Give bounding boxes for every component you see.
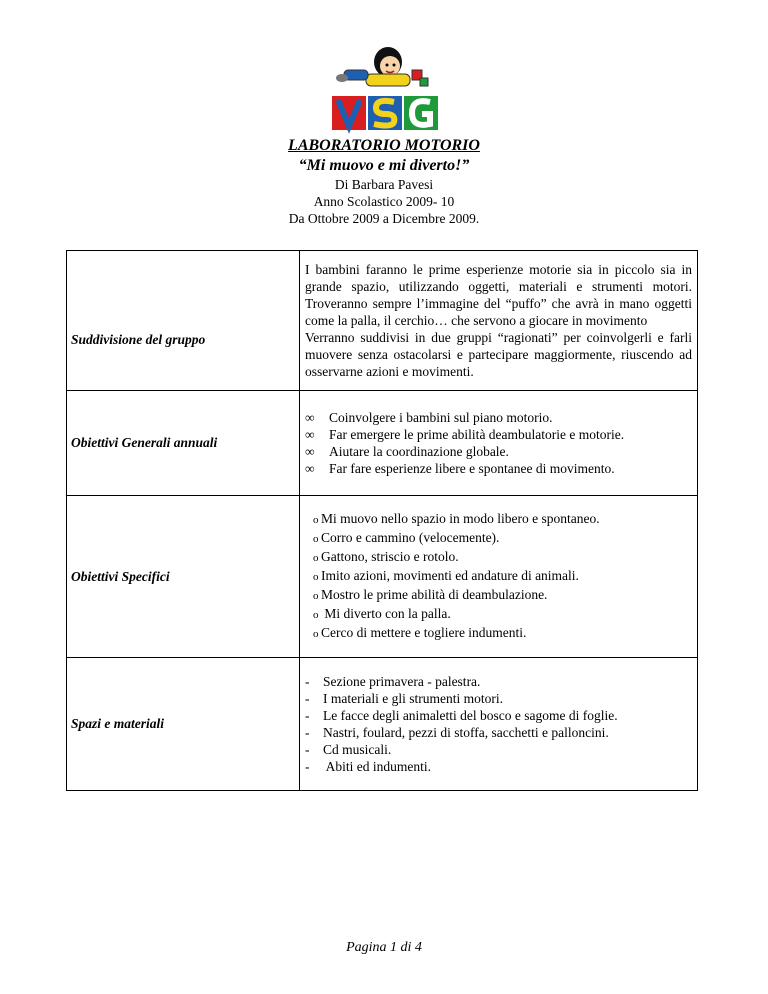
dash-bullet-icon: - bbox=[305, 759, 310, 774]
letter-s-icon bbox=[368, 96, 402, 130]
page-number: Pagina 1 di 4 bbox=[346, 940, 422, 955]
letter-v-icon bbox=[332, 96, 366, 130]
circle-bullet-icon: o bbox=[313, 514, 319, 526]
school-year-line: Anno Scolastico 2009- 10 bbox=[313, 194, 455, 209]
label-suddivisione: Suddivisione del gruppo bbox=[71, 331, 206, 347]
label-obiettivi-specifici: Obiettivi Specifici bbox=[71, 568, 170, 584]
label-obiettivi-generali: Obiettivi Generali annuali bbox=[71, 435, 218, 450]
infinity-bullet-icon: ∞ bbox=[305, 427, 315, 442]
letter-g-icon bbox=[404, 96, 438, 130]
circle-bullet-icon: o bbox=[313, 609, 319, 621]
list-item: o Imito azioni, movimenti ed andature di animali. bbox=[313, 567, 692, 586]
dash-bullet-icon: - bbox=[305, 691, 310, 706]
list-item: ∞ Far fare esperienze libere e spontanee di movimento. bbox=[305, 461, 615, 476]
document-subtitle: “Mi muovo e mi diverto!” bbox=[298, 157, 470, 174]
dash-bullet-icon: - bbox=[305, 742, 310, 757]
circle-bullet-icon: o bbox=[313, 628, 319, 640]
infinity-bullet-icon: ∞ bbox=[305, 410, 315, 425]
author-line: Di Barbara Pavesi bbox=[334, 177, 434, 192]
table-row-suddivisione bbox=[67, 251, 698, 391]
list-item: - Sezione primavera - palestra. bbox=[305, 674, 481, 689]
table-row-obiettivi-generali bbox=[67, 391, 698, 496]
row-label bbox=[67, 391, 300, 496]
list-item: ∞ Aiutare la coordinazione globale. bbox=[305, 444, 509, 459]
circle-bullet-icon: o bbox=[313, 533, 319, 545]
list-item: o Mostro le prime abilità di deambulazione. bbox=[313, 586, 692, 605]
plan-table bbox=[66, 250, 698, 791]
list-item: - Cd musicali. bbox=[305, 742, 392, 757]
row-label bbox=[67, 251, 300, 391]
bullet-list bbox=[305, 673, 692, 775]
bullet-list bbox=[305, 510, 692, 643]
row-content bbox=[300, 251, 698, 391]
list-item: o Corro e cammino (velocemente). bbox=[313, 529, 692, 548]
list-item: o Mi muovo nello spazio in modo libero e spontaneo. bbox=[313, 510, 692, 529]
dash-bullet-icon: - bbox=[305, 674, 310, 689]
list-item: o Cerco di mettere e togliere indumenti. bbox=[313, 624, 692, 643]
school-logo bbox=[326, 40, 444, 140]
row-label bbox=[67, 658, 300, 791]
table-row-obiettivi-specifici bbox=[67, 496, 698, 658]
label-spazi: Spazi e materiali bbox=[71, 716, 165, 731]
document-title: LABORATORIO MOTORIO bbox=[288, 137, 480, 154]
row-content bbox=[300, 391, 698, 496]
title-block bbox=[0, 136, 768, 227]
row-content bbox=[300, 496, 698, 658]
paragraph: I bambini faranno le prime esperienze motorie sia in piccolo sia in grande spazio, utilizzando oggetti, materiali e strumenti motori. Troveranno sempre l’immagine del “puffo” che avrà in mano oggetti come la palla, il cerchio… che servono a giocare in movimento bbox=[305, 262, 692, 328]
list-item: - Abiti ed indumenti. bbox=[305, 759, 431, 774]
dash-bullet-icon: - bbox=[305, 725, 310, 740]
infinity-bullet-icon: ∞ bbox=[305, 444, 315, 459]
dash-bullet-icon: - bbox=[305, 708, 310, 723]
list-item: ∞ Coinvolgere i bambini sul piano motorio. bbox=[305, 410, 553, 425]
circle-bullet-icon: o bbox=[313, 590, 319, 602]
circle-bullet-icon: o bbox=[313, 571, 319, 583]
child-figure-icon bbox=[336, 47, 428, 86]
list-item: ∞ Far emergere le prime abilità deambulatorie e motorie. bbox=[305, 427, 625, 442]
list-item: - Le facce degli animaletti del bosco e sagome di foglie. bbox=[305, 708, 618, 723]
list-item: - Nastri, foulard, pezzi di stoffa, sacchetti e palloncini. bbox=[305, 725, 609, 740]
paragraph: Verranno suddivisi in due gruppi “ragionati” per coinvolgerli e farli muovere senza ostacolarsi e partecipare maggiormente, riuscendo ad osservarne azioni e movimenti. bbox=[305, 330, 692, 379]
list-item: o Gattono, striscio e rotolo. bbox=[313, 548, 692, 567]
period-line: Da Ottobre 2009 a Dicembre 2009. bbox=[288, 211, 480, 226]
infinity-bullet-icon: ∞ bbox=[305, 461, 315, 476]
row-content bbox=[300, 658, 698, 791]
table-row-spazi bbox=[67, 658, 698, 791]
list-item: o Mi diverto con la palla. bbox=[313, 605, 692, 624]
bullet-list bbox=[305, 409, 692, 477]
circle-bullet-icon: o bbox=[313, 552, 319, 564]
list-item: - I materiali e gli strumenti motori. bbox=[305, 691, 503, 706]
row-label bbox=[67, 496, 300, 658]
